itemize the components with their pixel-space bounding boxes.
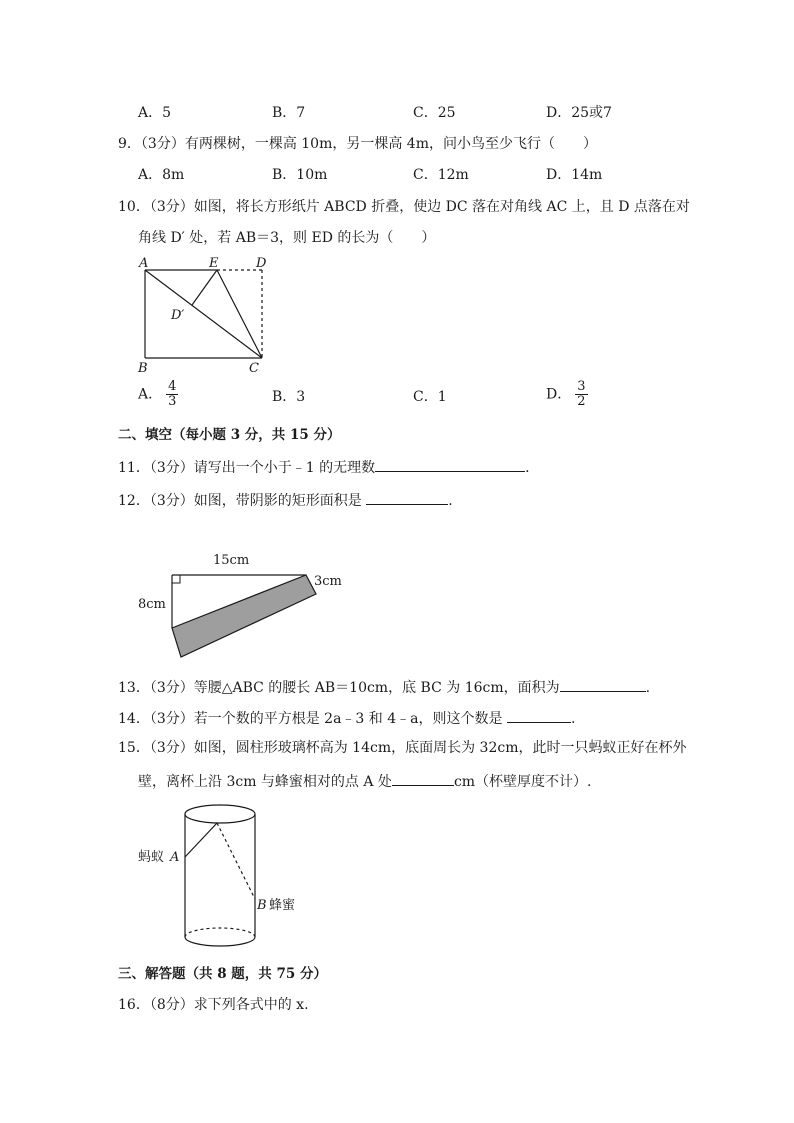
section-3-heading: 三、解答题（共 8 题，共 75 分） [118,966,327,982]
q15-answer-blank[interactable] [392,771,454,786]
q13-text: 13．（3分）等腰△ABC 的腰长 AB＝10cm，底 BC 为 16cm，面积为 [118,680,560,696]
q10-label-e: E [209,256,219,271]
section-2-heading: 二、填空（每小题 3 分，共 15 分） [118,427,341,443]
q10-figure [135,255,275,375]
q10-label-b: B [138,361,148,376]
q8-option-a: A．5 [138,105,172,121]
q10-option-b: B．3 [272,389,306,405]
q13-answer-blank[interactable] [560,677,646,692]
q9-option-c: C．12m [413,167,469,183]
q12-label-right: 3cm [314,574,342,589]
q8-option-c: C．25 [413,105,456,121]
q14-end: . [570,711,576,727]
q10-text-line1: 10．（3分）如图，将长方形纸片 ABCD 折叠，使边 DC 落在对角线 AC 上，且 D 点落在对 [118,199,690,215]
q15-figure [136,800,316,950]
q8-option-d: D．25或7 [546,105,612,121]
q15-label-honey: 蜂蜜 [269,898,296,913]
q16-text: 16．（8分）求下列各式中的 x. [118,997,309,1013]
q15-text-line1: 15．（3分）如图，圆柱形玻璃杯高为 14cm，底面周长为 32cm，此时一只蚂蚁正好在杯外 [118,740,687,756]
q10-label-dprime: D′ [171,308,185,323]
q10-label-d: D [256,256,267,271]
q11-text: 11．（3分）请写出一个小于﹣1 的无理数 [118,460,376,476]
q10-option-d-numerator: 3 [577,379,586,394]
q12-figure [136,548,356,663]
q15-line2 [138,771,592,791]
q12-label-left: 8cm [138,597,166,612]
q15-text-line2-b: cm（杯壁厚度不计）. [453,774,592,790]
q11-answer-blank[interactable] [375,457,525,472]
q9-option-b: B．10m [272,167,328,183]
q10-text-line2: 角线 D′ 处，若 AB＝3，则 ED 的长为（ ） [138,230,436,246]
q11-line [118,457,530,477]
q15-text-line2-a: 壁，离杯上沿 3cm 与蜂蜜相对的点 A 处 [138,774,392,790]
q11-end: . [525,460,530,476]
q10-option-c: C．1 [413,389,447,405]
q8-option-b: B．7 [272,105,306,121]
q15-label-ant: 蚂蚁 [138,850,165,865]
q15-label-a: A [170,850,180,865]
q9-option-d: D．14m [546,167,603,183]
q12-label-top: 15cm [213,553,250,568]
q14-line [118,708,575,728]
q14-answer-blank[interactable] [507,708,571,723]
q15-label-b: B [257,898,267,913]
q12-answer-blank[interactable] [366,490,448,505]
q10-option-a-denominator: 3 [168,394,177,409]
q10-option-d [546,380,588,409]
q10-option-a-fraction [166,380,178,409]
q9-option-a: A．8m [138,167,185,183]
q10-option-d-prefix: D． [546,386,572,403]
q10-label-c: C [249,361,259,376]
q13-line [118,677,650,697]
q10-option-a-numerator: 4 [168,379,177,394]
q12-text: 12．（3分）如图，带阴影的矩形面积是 [118,493,362,509]
q10-option-a [138,380,178,409]
q10-option-d-fraction [575,380,587,409]
q13-end: . [645,680,651,696]
q14-text: 14．（3分）若一个数的平方根是 2a﹣3 和 4﹣a，则这个数是 [118,711,503,727]
q9-text: 9．（3分）有两棵树，一棵高 10m，另一棵高 4m，问小鸟至少飞行（ ） [118,136,597,152]
q10-option-d-denominator: 2 [577,394,586,409]
q12-end: . [448,493,453,509]
q10-label-a: A [139,256,149,271]
q10-option-a-prefix: A． [138,386,163,403]
q12-line [118,490,453,510]
